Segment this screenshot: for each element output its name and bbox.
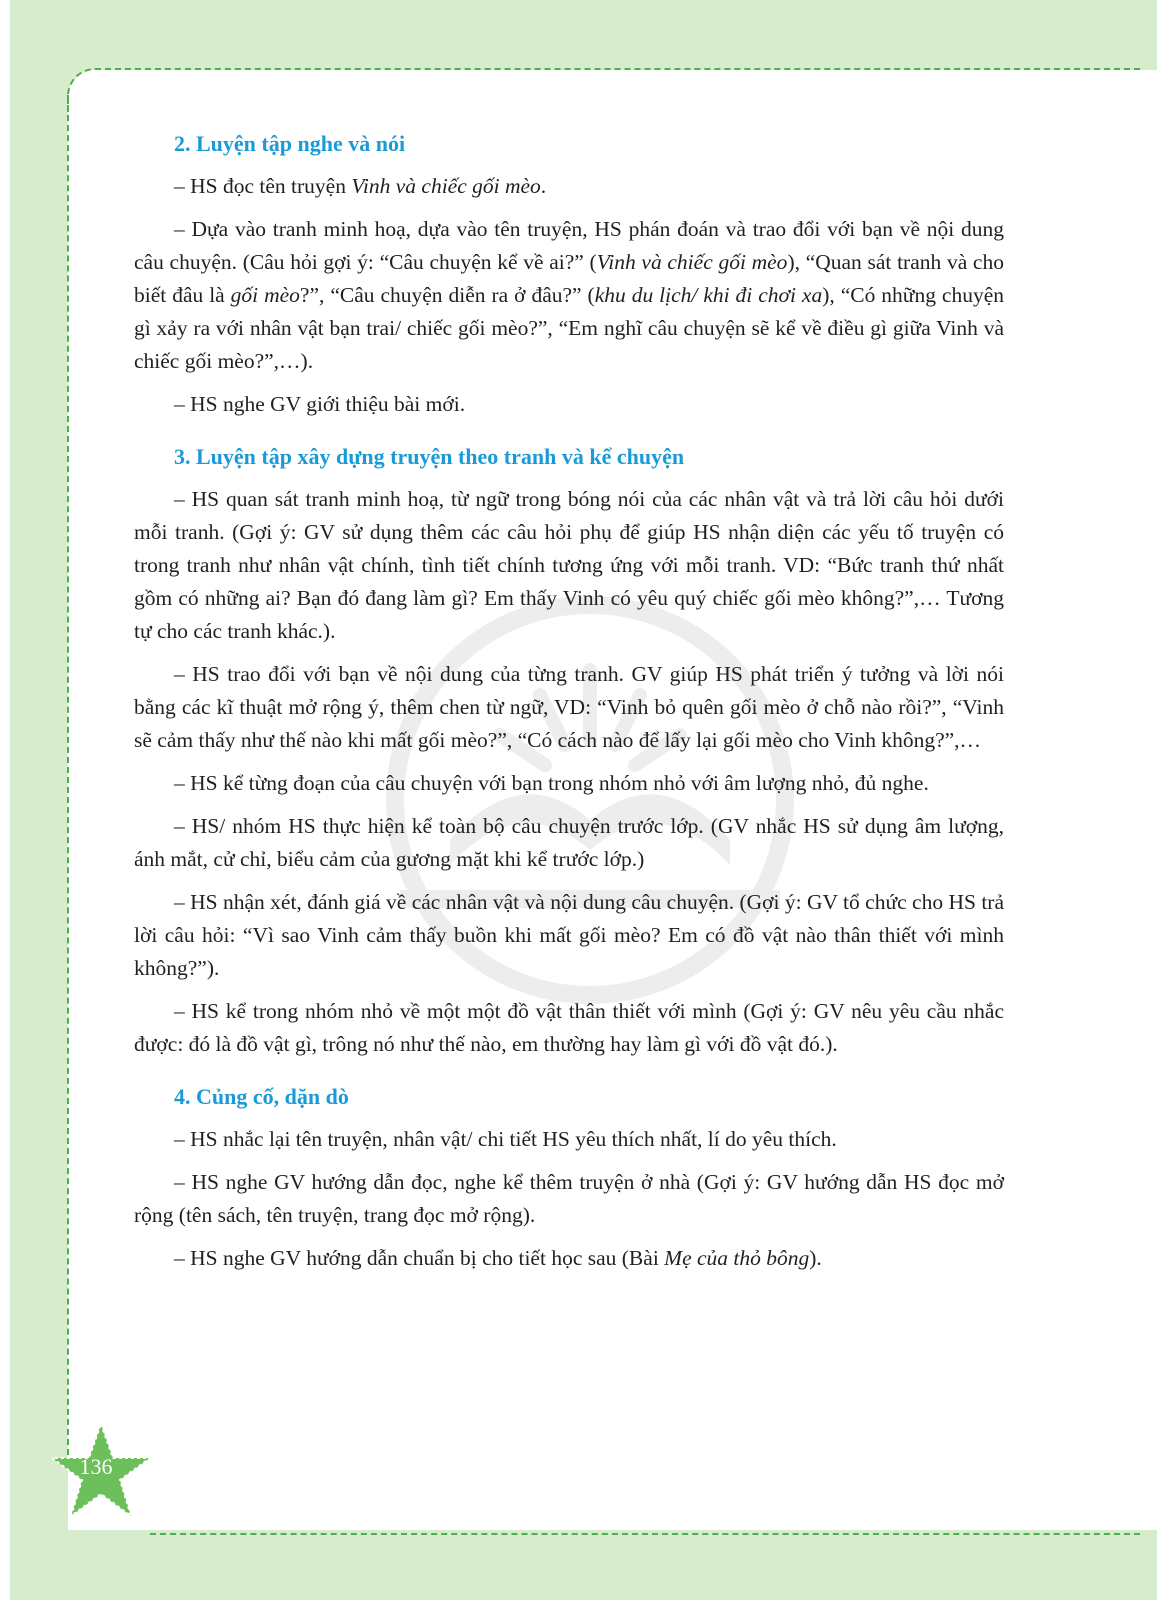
text-segment: ), “Có những chuyện gì xảy ra với nhân vật bạn trai/ chiếc gối mèo?”, “Em nghĩ câu chuyện sẽ kể về điều gì giữa Vinh và chiếc gối mèo?”,…). xyxy=(134,283,1004,373)
italic-text: Mẹ của thỏ bông xyxy=(664,1246,810,1270)
paragraph xyxy=(134,170,1004,203)
paragraph xyxy=(134,995,1004,1061)
text-segment: – HS nhận xét, đánh giá về các nhân vật và nội dung câu chuyện. (Gợi ý: GV tổ chức cho HS trả lời câu hỏi: “Vì sao Vinh cảm thấy buồn khi mất gối mèo? Em có đồ vật nào thân thiết với mình không?”). xyxy=(134,890,1004,980)
italic-text: khu du lịch/ khi đi chơi xa xyxy=(594,283,823,307)
dashed-border-corner xyxy=(67,68,111,112)
text-segment: – HS/ nhóm HS thực hiện kể toàn bộ câu chuyện trước lớp. (GV nhắc HS sử dụng âm lượng, ánh mắt, cử chỉ, biểu cảm của gương mặt khi kể trước lớp.) xyxy=(134,814,1004,871)
paragraph xyxy=(134,886,1004,985)
section-heading: 4. Củng cố, dặn dò xyxy=(174,1084,349,1109)
document-body xyxy=(134,128,1004,1285)
text-segment: – HS đọc tên truyện xyxy=(174,174,352,198)
paragraph xyxy=(134,213,1004,378)
text-segment: – HS quan sát tranh minh hoạ, từ ngữ trong bóng nói của các nhân vật và trả lời câu hỏi dưới mỗi tranh. (Gợi ý: GV sử dụng thêm các câu hỏi phụ để giúp HS nhận diện các yếu tố truyện có trong tranh như nhân vật chính, tình tiết chính tương ứng với mỗi tranh. VD: “Bức tranh thứ nhất gồm có những ai? Bạn đó đang làm gì? Em thấy Vinh có yêu quý chiếc gối mèo không?”,… Tương tự cho các tranh khác.). xyxy=(134,487,1004,643)
paragraph xyxy=(134,810,1004,876)
paragraph xyxy=(134,483,1004,648)
section-heading: 2. Luyện tập nghe và nói xyxy=(174,131,406,156)
text-segment: – HS nhắc lại tên truyện, nhân vật/ chi tiết HS yêu thích nhất, lí do yêu thích. xyxy=(174,1127,837,1151)
italic-text: Vinh và chiếc gối mèo xyxy=(351,174,541,198)
text-segment: . xyxy=(540,174,547,198)
text-segment: ). xyxy=(809,1246,822,1270)
dashed-border-top xyxy=(95,68,1140,70)
page-number-badge xyxy=(46,1420,156,1530)
text-segment: – HS kể từng đoạn của câu chuyện với bạn trong nhóm nhỏ với âm lượng nhỏ, đủ nghe. xyxy=(174,771,929,795)
dashed-border-bottom xyxy=(150,1533,1140,1535)
left-margin-strip xyxy=(0,0,10,1600)
italic-text: gối mèo xyxy=(230,283,300,307)
paragraph xyxy=(134,1242,1004,1275)
text-segment: – Dựa vào tranh minh hoạ, dựa vào tên truyện, HS phán đoán và trao đổi với bạn về nội dung câu chuyện. (Câu hỏi gợi ý: “Câu chuyện kể về ai?” ( xyxy=(134,217,1004,274)
text-segment: – HS kể trong nhóm nhỏ về một một đồ vật thân thiết với mình (Gợi ý: GV nêu yêu cầu nhắc được: đó là đồ vật gì, trông nó như thế nào, em thường hay làm gì với đồ vật đó.). xyxy=(134,999,1004,1056)
text-segment: – HS trao đổi với bạn về nội dung của từng tranh. GV giúp HS phát triển ý tưởng và lời nói bằng các kĩ thuật mở rộng ý, thêm chen từ ngữ, VD: “Vinh bỏ quên gối mèo ở chỗ nào rồi?”, “Vinh sẽ cảm thấy như thế nào khi mất gối mèo?”, “Có cách nào để lấy lại gối mèo cho Vinh không?”,… xyxy=(134,662,1004,752)
paragraph xyxy=(134,388,1004,421)
text-segment: – HS nghe GV hướng dẫn đọc, nghe kể thêm truyện ở nhà (Gợi ý: GV hướng dẫn HS đọc mở rộng (tên sách, tên truyện, trang đọc mở rộng). xyxy=(134,1170,1004,1227)
paragraph xyxy=(134,658,1004,757)
section-heading: 3. Luyện tập xây dựng truyện theo tranh và kể chuyện xyxy=(174,444,685,469)
page-number: 136 xyxy=(79,1454,113,1479)
text-segment: ?”, “Câu chuyện diễn ra ở đâu?” ( xyxy=(299,283,595,307)
dashed-border-left xyxy=(67,95,69,1465)
paragraph xyxy=(134,767,1004,800)
paragraph xyxy=(134,1166,1004,1232)
italic-text: Vinh và chiếc gối mèo xyxy=(596,250,788,274)
text-segment: – HS nghe GV giới thiệu bài mới. xyxy=(174,392,466,416)
text-segment: ), “Quan sát tranh và cho biết đâu là xyxy=(134,250,1004,307)
text-segment: – HS nghe GV hướng dẫn chuẩn bị cho tiết học sau (Bài xyxy=(174,1246,665,1270)
paragraph xyxy=(134,1123,1004,1156)
